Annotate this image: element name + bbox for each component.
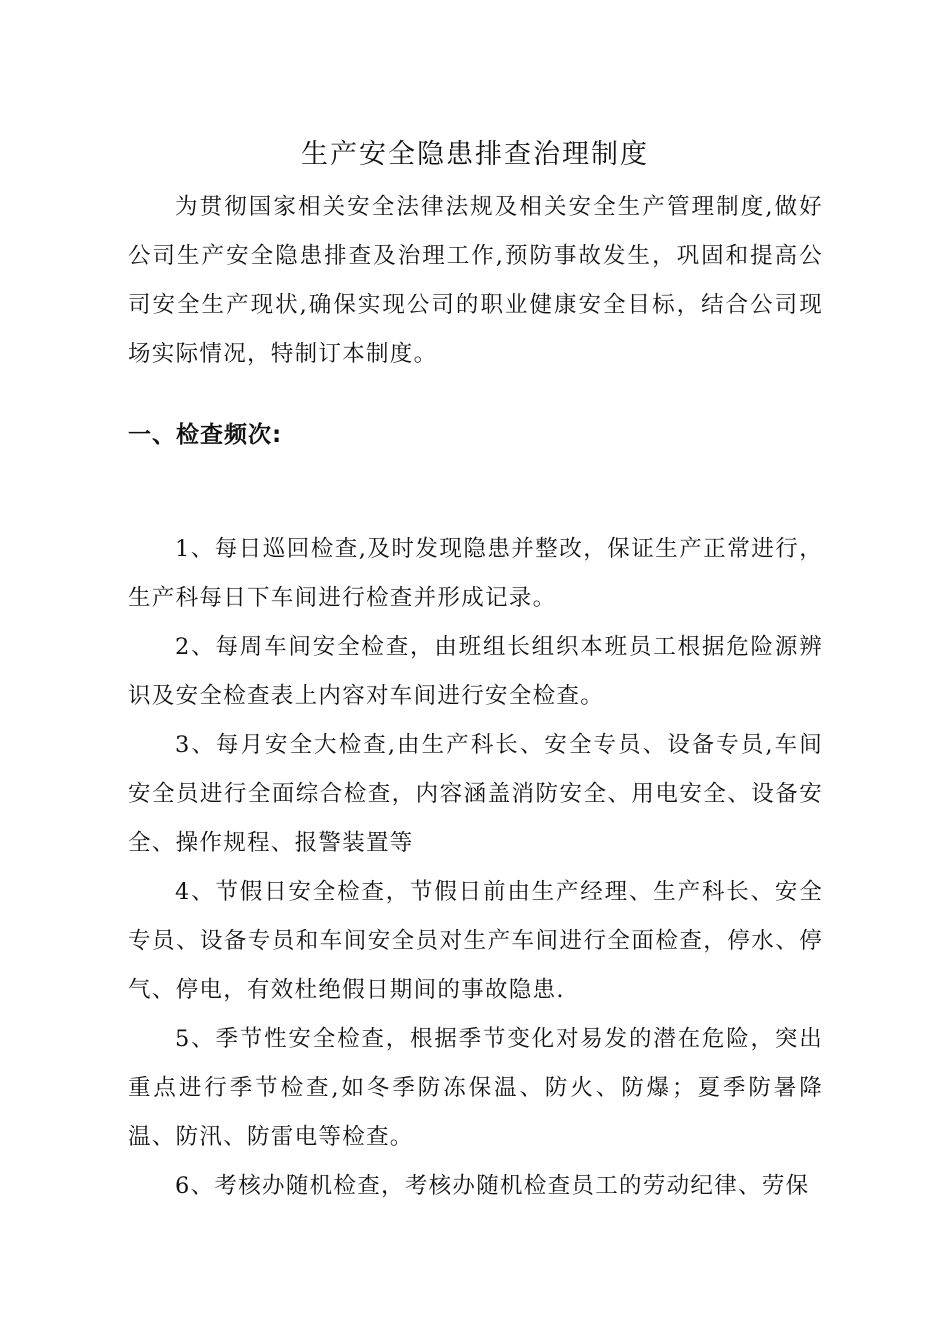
intro-paragraph: 为贯彻国家相关安全法律法规及相关安全生产管理制度,做好公司生产安全隐患排查及治理工作,预防事故发生，巩固和提高公司安全生产现状,确保实现公司的职业健康安全目标，结合公司现场实际情况，特制订本制度。 (128, 194, 823, 367)
list-item: 5、季节性安全检查，根据季节变化对易发的潜在危险，突出重点进行季节检查,如冬季防冻保温、防火、防爆；夏季防暑降温、防汛、防雷电等检查。 (128, 1026, 823, 1150)
list-item: 2、每周车间安全检查，由班组长组织本班员工根据危险源辨识及安全检查表上内容对车间进行安全检查。 (128, 634, 823, 709)
document-title: 生产安全隐患排查治理制度 (301, 139, 649, 170)
list-item: 1、每日巡回检查,及时发现隐患并整改，保证生产正常进行，生产科每日下车间进行检查并形成记录。 (128, 536, 823, 611)
list-item: 6、考核办随机检查，考核办随机检查员工的劳动纪律、劳保 (175, 1173, 810, 1199)
list-item: 4、节假日安全检查，节假日前由生产经理、生产科长、安全专员、设备专员和车间安全员对生产车间进行全面检查，停水、停气、停电，有效杜绝假日期间的事故隐患. (128, 879, 823, 1003)
section-heading-inspection-frequency: 一、检查频次: (128, 422, 283, 448)
list-item: 3、每月安全大检查,由生产科长、安全专员、设备专员,车间安全员进行全面综合检查，内容涵盖消防安全、用电安全、设备安全、操作规程、报警装置等 (128, 732, 823, 856)
